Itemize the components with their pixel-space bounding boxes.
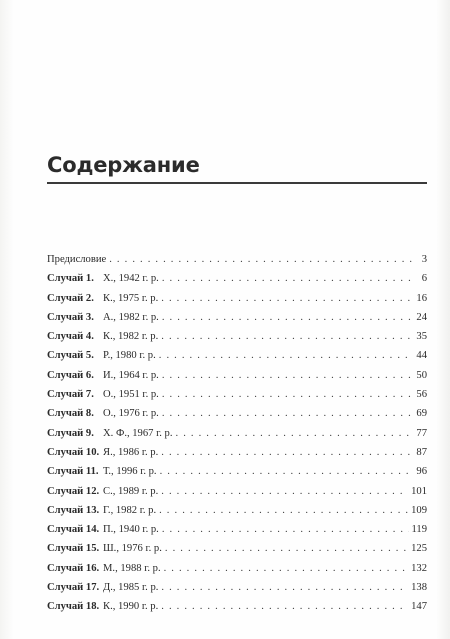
toc-case-label: Случай 16. xyxy=(47,562,100,574)
toc-page-number: 50 xyxy=(416,369,427,381)
toc-entry-text: К., 1982 г. р. xyxy=(103,331,159,343)
toc-case-label: Случай 17. xyxy=(47,582,100,594)
toc-page-number: 138 xyxy=(411,582,427,594)
toc-entry-text: П., 1940 г. р. xyxy=(103,524,159,536)
toc-leader-dots xyxy=(162,308,414,327)
toc-entry-text: М., 1988 г. р. xyxy=(103,562,161,574)
toc-leader-dots xyxy=(162,520,409,539)
table-of-contents xyxy=(47,250,427,617)
toc-row-preface xyxy=(47,250,427,269)
toc-row xyxy=(47,366,427,385)
toc-page-number: 132 xyxy=(411,562,427,574)
toc-case-label: Случай 5. xyxy=(47,350,94,362)
toc-leader-dots xyxy=(161,327,413,346)
toc-leader-dots xyxy=(162,366,414,385)
toc-leader-dots xyxy=(161,482,408,501)
toc-row xyxy=(47,501,427,520)
toc-entry-text: О., 1951 г. р. xyxy=(103,389,159,401)
toc-entry-text: С., 1989 г. р. xyxy=(103,485,159,497)
toc-row xyxy=(47,578,427,597)
toc-row xyxy=(47,385,427,404)
toc-row xyxy=(47,289,427,308)
toc-entry-text: Ш., 1976 г. р. xyxy=(103,543,162,555)
toc-page-number: 24 xyxy=(416,311,427,323)
toc-leader-dots xyxy=(176,424,414,443)
toc-row xyxy=(47,482,427,501)
toc-row xyxy=(47,404,427,423)
toc-page-number: 77 xyxy=(416,427,427,439)
toc-case-label: Случай 6. xyxy=(47,369,94,381)
toc-row xyxy=(47,327,427,346)
toc-entry-text: Я., 1986 г. р. xyxy=(103,446,159,458)
toc-row xyxy=(47,308,427,327)
toc-leader-dots xyxy=(159,346,414,365)
toc-page-number: 69 xyxy=(416,408,427,420)
toc-case-label: Случай 12. xyxy=(47,485,100,497)
toc-row xyxy=(47,443,427,462)
toc-leader-dots xyxy=(162,385,414,404)
toc-leader-dots xyxy=(159,501,408,520)
toc-row xyxy=(47,539,427,558)
toc-entry-text: И., 1964 г. р. xyxy=(103,369,159,381)
toc-case-label: Случай 9. xyxy=(47,427,94,439)
toc-leader-dots xyxy=(164,559,409,578)
toc-case-label: Случай 18. xyxy=(47,601,100,613)
toc-page-number: 96 xyxy=(416,466,427,478)
toc-leader-dots xyxy=(162,404,414,423)
title-rule xyxy=(47,182,427,184)
toc-entry-text: Р., 1980 г. р. xyxy=(103,350,156,362)
toc-page-number: 101 xyxy=(411,485,427,497)
toc-leader-dots xyxy=(109,250,414,269)
toc-entry-text: К., 1990 г. р. xyxy=(103,601,159,613)
toc-case-label: Случай 4. xyxy=(47,331,94,343)
toc-preface-label: Предисловие xyxy=(47,254,107,265)
toc-entry-text: Х., 1942 г. р. xyxy=(103,273,159,285)
toc-page-number: 35 xyxy=(416,331,427,343)
toc-case-label: Случай 2. xyxy=(47,292,94,304)
toc-page-number: 125 xyxy=(411,543,427,555)
toc-leader-dots xyxy=(165,539,408,558)
toc-entry-text: Г., 1982 г. р. xyxy=(103,504,157,516)
toc-page-number: 119 xyxy=(411,524,427,536)
toc-entry-text: Д., 1985 г. р. xyxy=(103,582,159,594)
toc-case-label: Случай 8. xyxy=(47,408,94,420)
toc-page-number: 56 xyxy=(416,389,427,401)
toc-entry-text: Т., 1996 г. р. xyxy=(103,466,157,478)
toc-entry-text: О., 1976 г. р. xyxy=(103,408,159,420)
toc-entry-text: Х. Ф., 1967 г. р. xyxy=(103,427,173,439)
toc-page-number: 16 xyxy=(416,292,427,304)
toc-leader-dots xyxy=(161,597,408,616)
toc-case-label: Случай 13. xyxy=(47,504,100,516)
toc-case-label: Случай 11. xyxy=(47,466,99,478)
toc-row xyxy=(47,520,427,539)
toc-leader-dots xyxy=(161,578,408,597)
toc-row xyxy=(47,597,427,616)
toc-case-label: Случай 3. xyxy=(47,311,94,323)
toc-case-label: Случай 1. xyxy=(47,273,94,285)
toc-row xyxy=(47,269,427,288)
toc-page-number: 6 xyxy=(421,273,427,285)
page-title: Содержание xyxy=(47,153,200,177)
toc-leader-dots xyxy=(161,443,413,462)
toc-page-number: 147 xyxy=(411,601,427,613)
toc-leader-dots xyxy=(160,462,414,481)
toc-case-label: Случай 15. xyxy=(47,543,100,555)
toc-row xyxy=(47,559,427,578)
toc-row xyxy=(47,346,427,365)
toc-case-label: Случай 14. xyxy=(47,524,100,536)
toc-entry-text: К., 1975 г. р. xyxy=(103,292,159,304)
toc-page-number: 44 xyxy=(416,350,427,362)
toc-row xyxy=(47,462,427,481)
toc-leader-dots xyxy=(161,289,413,308)
toc-leader-dots xyxy=(162,269,414,288)
toc-row xyxy=(47,424,427,443)
toc-page-number: 3 xyxy=(421,254,427,265)
toc-entry-text: А., 1982 г. р. xyxy=(103,311,159,323)
toc-page-number: 109 xyxy=(411,504,427,516)
toc-case-label: Случай 10. xyxy=(47,446,100,458)
toc-page-number: 87 xyxy=(416,446,427,458)
toc-case-label: Случай 7. xyxy=(47,389,94,401)
